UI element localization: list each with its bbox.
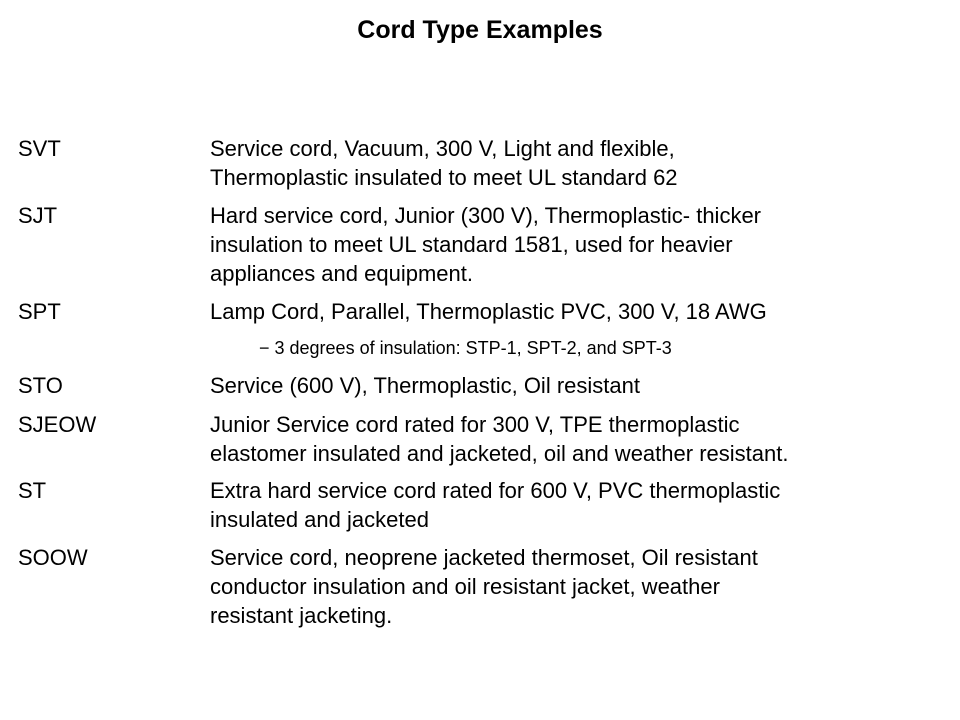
- cord-row-spt: [18, 297, 948, 326]
- description-line: Service cord, neoprene jacketed thermoset, Oil resistant: [210, 545, 758, 570]
- description-line: Thermoplastic insulated to meet UL standard 62: [210, 165, 678, 190]
- cord-row-soow: [18, 543, 948, 630]
- cord-type-list: [18, 134, 948, 630]
- cord-description: [210, 201, 948, 288]
- slide-title: Cord Type Examples: [357, 16, 603, 44]
- cord-row-sto: [18, 371, 948, 400]
- cord-row-sjt: [18, 201, 948, 288]
- description-line: Hard service cord, Junior (300 V), Thermoplastic- thicker: [210, 203, 762, 228]
- cord-code: SOOW: [18, 545, 88, 570]
- description-line: insulation to meet UL standard 1581, used for heavier: [210, 232, 733, 257]
- cord-description: [210, 134, 948, 192]
- cord-code: SVT: [18, 136, 61, 161]
- cord-row-st: [18, 476, 948, 534]
- cord-description: [210, 410, 948, 468]
- cord-description: [210, 371, 948, 400]
- description-line: Extra hard service cord rated for 600 V, PVC thermoplastic: [210, 478, 781, 503]
- description-line: Lamp Cord, Parallel, Thermoplastic PVC, 300 V, 18 AWG: [210, 299, 767, 324]
- description-line: appliances and equipment.: [210, 261, 473, 286]
- cord-row-sjeow: [18, 410, 948, 468]
- cord-description: [210, 476, 948, 534]
- cord-description: [210, 543, 948, 630]
- description-line: resistant jacketing.: [210, 603, 393, 628]
- description-line: Junior Service cord rated for 300 V, TPE thermoplastic: [210, 412, 740, 437]
- description-line: Service cord, Vacuum, 300 V, Light and flexible,: [210, 136, 675, 161]
- cord-row-svt: [18, 134, 948, 192]
- description-line: insulated and jacketed: [210, 507, 429, 532]
- description-line: elastomer insulated and jacketed, oil and weather resistant.: [210, 441, 789, 466]
- cord-code: SPT: [18, 299, 61, 324]
- cord-code: ST: [18, 478, 47, 503]
- sub-bullet-insulation-degrees: − 3 degrees of insulation: STP-1, SPT-2, and SPT-3: [259, 338, 672, 358]
- description-line: Service (600 V), Thermoplastic, Oil resistant: [210, 373, 640, 398]
- description-line: conductor insulation and oil resistant jacket, weather: [210, 574, 720, 599]
- cord-code: SJEOW: [18, 412, 97, 437]
- cord-code: SJT: [18, 203, 58, 228]
- cord-description: [210, 297, 948, 326]
- cord-code: STO: [18, 373, 63, 398]
